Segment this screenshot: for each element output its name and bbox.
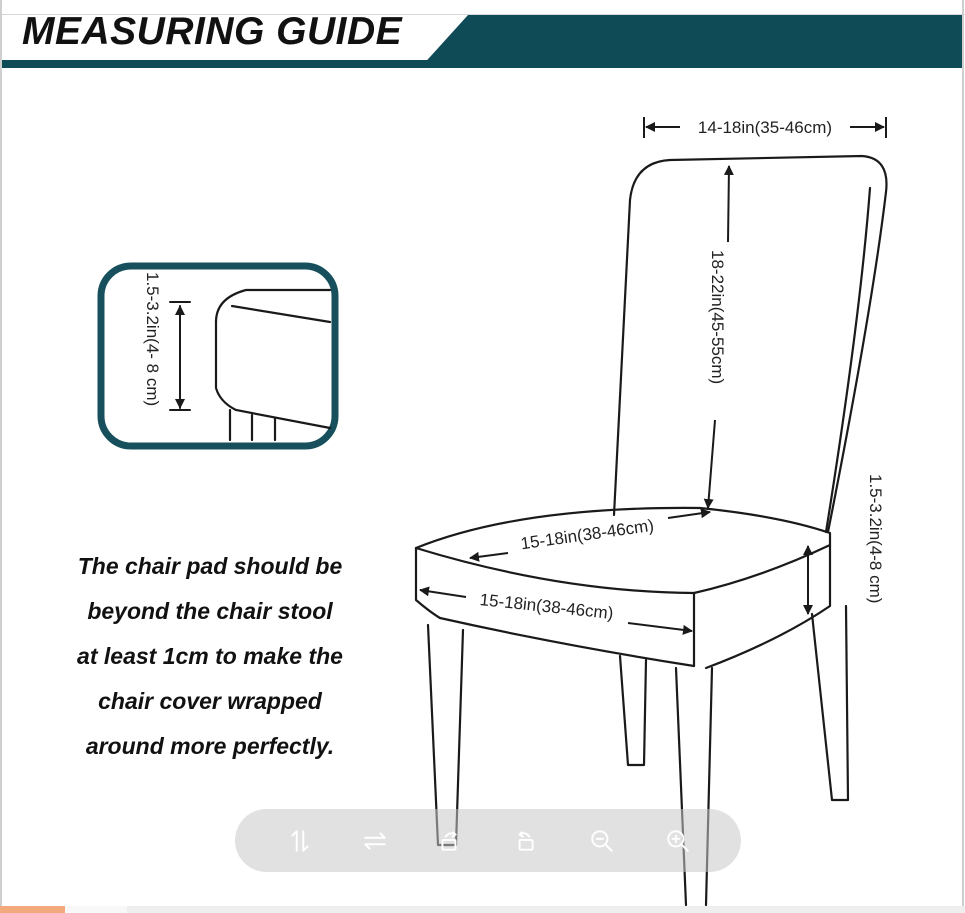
chair-seat-right-side <box>706 545 830 668</box>
page-title: MEASURING GUIDE <box>22 10 403 53</box>
dim-seat-depth-label: 15-18in(38-46cm) <box>519 515 655 554</box>
dim-back-height-label: 18-22in(45-55cm) <box>708 250 727 385</box>
bottom-thumbnail-light[interactable] <box>65 906 127 913</box>
installation-note <box>40 544 380 769</box>
dim-back-width-label: 14-18in(35-46cm) <box>697 118 833 137</box>
inset-thickness-label: 1.5-3.2in(4- 8 cm) <box>143 272 162 407</box>
zoom-in-button[interactable] <box>661 824 695 858</box>
zoom-out-button[interactable] <box>585 824 619 858</box>
vertical-flip-button[interactable] <box>283 824 317 858</box>
dim-seat-width-label: 15-18in(38-46cm) <box>478 590 615 623</box>
rotate-left-button[interactable] <box>433 824 467 858</box>
horizontal-flip-icon <box>362 828 388 854</box>
chair-back-side <box>826 188 870 532</box>
zoom-out-icon <box>589 828 615 854</box>
note-line: The chair pad should be <box>77 553 343 579</box>
zoom-in-icon <box>665 828 691 854</box>
rotate-left-icon <box>437 828 463 854</box>
note-line: at least 1cm to make the <box>77 643 343 669</box>
horizontal-flip-button[interactable] <box>358 824 392 858</box>
note-line: beyond the chair stool <box>87 598 333 624</box>
chair-leg-back-left <box>620 656 646 765</box>
rotate-right-icon <box>512 828 538 854</box>
bottom-scroll-strip <box>0 906 965 913</box>
vertical-flip-icon <box>287 828 313 854</box>
inset-frame <box>101 266 335 446</box>
rotate-right-button[interactable] <box>508 824 542 858</box>
chair-leg-back-right <box>812 606 848 800</box>
note-line: chair cover wrapped <box>98 688 322 714</box>
chair-seat-front <box>440 618 694 666</box>
note-line: around more perfectly. <box>85 733 335 759</box>
image-viewer-toolbar <box>235 809 741 872</box>
dim-seat-thickness-label: 1.5-3.2in(4-8 cm) <box>866 474 885 604</box>
chair-backrest <box>614 156 887 532</box>
bottom-thumbnail-accent[interactable] <box>0 906 65 913</box>
chair-seat-front-left <box>416 548 440 618</box>
